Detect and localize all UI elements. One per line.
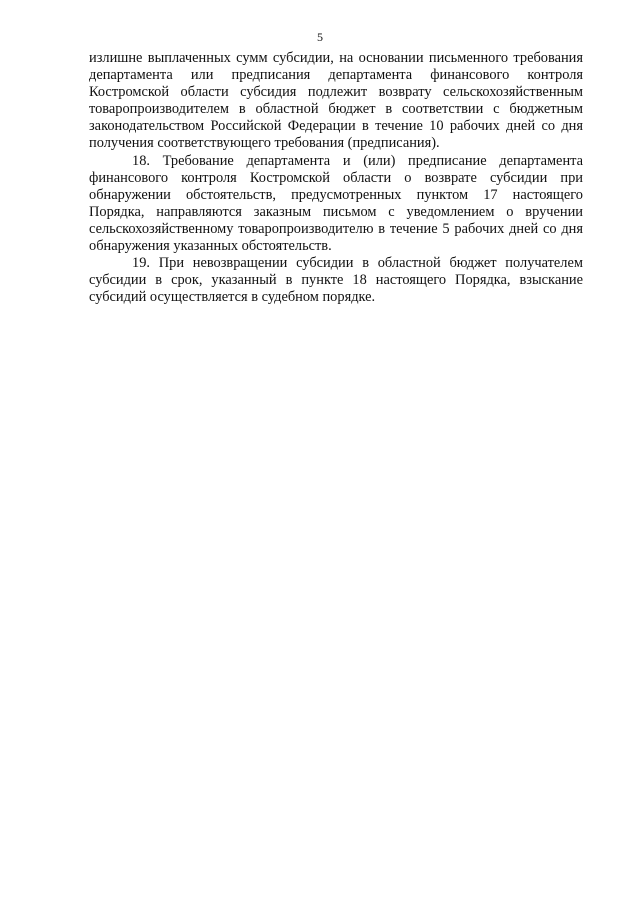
paragraph-item-19: 19. При невозвращении субсидии в областной бюджет получателем субсидии в срок, указанный в пункте 18 настоящего Порядка, взыскание субсидий осуществляется в судебном порядке.: [89, 255, 583, 306]
paragraph-continuation: излишне выплаченных сумм субсидии, на основании письменного требования департамента или предписания департамента финансового контроля Костромской области субсидия подлежит возврату сельскохозяйственным товаропроизводителем в областной бюджет в соответствии с бюджетным законодательством Российской Федерации в течение 10 рабочих дней со дня получения соответствующего требования (предписания).: [89, 50, 583, 152]
page-number: 5: [317, 30, 323, 44]
paragraph-item-18: 18. Требование департамента и (или) предписание департамента финансового контроля Костромской области о возврате субсидии при обнаружении обстоятельств, предусмотренных пунктом 17 настоящего Порядка, направляются заказным письмом с уведомлением о вручении сельскохозяйственному товаропроизводителю в течение 5 рабочих дней со дня обнаружения указанных обстоятельств.: [89, 152, 583, 255]
document-body: [89, 50, 583, 306]
